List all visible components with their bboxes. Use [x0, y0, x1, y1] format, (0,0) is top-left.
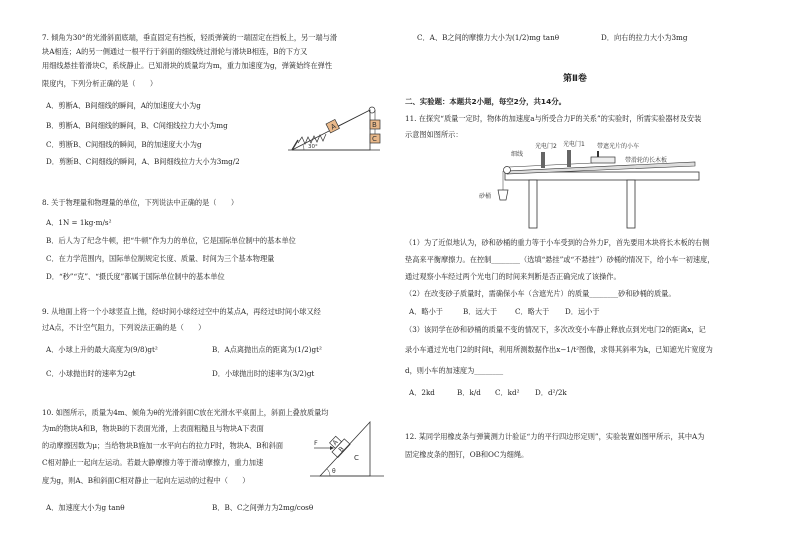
q11-part3-option-b: B．k/d	[457, 388, 481, 397]
q9-option-b: B．A点离抛出点的距离为(1/2)gt²	[212, 345, 322, 354]
q11-label-board: 带滑轮的长木板	[625, 157, 668, 164]
q11-label-gate-1: 光电门1	[563, 141, 585, 148]
q7-line-3: 用细线悬挂着滑块C，系统静止。已知滑块的质量均为m，重力加速度为g，弹簧始终在弹性	[42, 61, 333, 70]
q11-apparatus-figure	[477, 140, 707, 232]
q7-option-d: D．剪断B、C间细线的瞬间，A、B间细线拉力大小为3mg/2	[46, 157, 240, 166]
q10-line-1: 10. 如图所示，质量为4m、倾角为θ的光滑斜面C放在光滑水平桌面上，斜面上叠放质量均	[42, 408, 329, 417]
q7-label-c: C	[372, 135, 377, 143]
q11-part2-option-c: C．略大于	[515, 307, 550, 316]
q10-label-b: B	[336, 445, 346, 454]
q10-wedge-figure	[310, 418, 384, 480]
q10-option-a: A．加速度大小为g tanθ	[46, 503, 125, 512]
q7-line-1: 7. 倾角为30°的光滑斜面底端，垂直固定有挡板，轻质弹簧的一端固定在挡板上，另一端与滑	[42, 33, 338, 42]
q10-option-c: C．A、B之间的摩擦力大小为(1/2)mg tanθ	[417, 33, 560, 42]
q8-stem: 8. 关于物理量和物理量的单位，下列说法中正确的是（ ）	[42, 198, 239, 207]
q11-part2-option-a: A．略小于	[409, 307, 443, 316]
q10-label-f: F	[314, 439, 318, 447]
q11-line-2: 示意图如图所示：	[405, 130, 463, 139]
q11-part1-line-3: 通过观察小车经过两个光电门的时间来判断是否正确完成了该操作。	[405, 272, 621, 281]
q12-line-2: 固定橡皮条的图钉，OB和OC为细绳。	[405, 450, 529, 459]
q9-option-c: C．小球抛出时的速率为2gt	[46, 369, 136, 378]
q10-option-b: B．B、C之间弹力为2mg/cosθ	[212, 503, 314, 512]
q7-line-2: 块A相连；A的另一侧通过一根平行于斜面的细线绕过滑轮与滑块B相连，B的下方又	[42, 47, 308, 56]
q7-label-b: B	[372, 121, 377, 129]
q10-label-a: A	[330, 438, 340, 447]
q11-label-bucket: 砂桶	[479, 193, 492, 200]
q11-part2-option-d: D．远小于	[565, 307, 600, 316]
q10-line-3: 的动摩擦因数为μ；当给物块B施加一水平向右的拉力F时，物块A、B和斜面	[42, 441, 284, 450]
q11-part2: （2）在改变砂子质量时，需确保小车（含遮光片）的质量________砂和砂桶的质量。	[405, 289, 676, 298]
q10-option-d: D．向右的拉力大小为3mg	[601, 33, 688, 42]
q7-option-a: A．剪断A、B间细线的瞬间，A的加速度大小为g	[46, 101, 201, 110]
q7-angle-label: 30°	[308, 144, 318, 150]
q10-line-5: 度为g，则A、B和斜面C相对静止一起向左运动的过程中（ ）	[42, 476, 250, 485]
q8-option-b: B．后人为了纪念牛顿，把“牛顿”作为力的单位，它是国际单位制中的基本单位	[46, 236, 296, 245]
q9-option-d: D．小球抛出时的速率为(3/2)gt	[212, 369, 315, 378]
section-heading: 二、实验题：本题共2小题，每空2分，共14分。	[405, 97, 566, 106]
q11-part3-option-a: A．2kd	[409, 388, 435, 397]
q12-line-1: 12. 某同学用橡皮条与弹簧测力计验证“力的平行四边形定则”，实验装置如图甲所示，其中A为	[405, 432, 705, 441]
q11-part3-option-c: C．kd²	[495, 388, 520, 397]
q9-line-1: 9. 从地面上将一个小球竖直上抛，经t时间小球经过空中的某点A，再经过t时间小球又经	[42, 307, 321, 316]
q11-part1-line-1: （1）为了近似地认为，砂和砂桶的重力等于小车受到的合外力F，首先要用木块将长木板的右侧	[405, 238, 710, 247]
q10-line-4: C相对静止一起向左运动。若最大静摩擦力等于滑动摩擦力，重力加速	[42, 458, 264, 467]
q7-incline-figure	[286, 88, 384, 156]
q10-angle-label: θ	[332, 468, 336, 475]
q11-part2-option-b: B．远大于	[463, 307, 498, 316]
q7-line-4: 限度内，下列分析正确的是（ ）	[42, 79, 158, 88]
q9-line-2: 过A点，不计空气阻力，下列说法正确的是（ ）	[42, 323, 206, 332]
q9-option-a: A．小球上升的最大高度为(9/8)gt²	[46, 345, 158, 354]
q11-part3-line-2: 录小车通过光电门2的时间t，利用所测数据作出x−1/t²图像，求得其斜率为k，已知遮光片宽度为	[405, 345, 713, 354]
q11-line-1: 11. 在探究“质量一定时，物体的加速度a与所受合力F的关系”的实验时，所需实验器材及安装	[405, 114, 702, 123]
q11-part3-line-3: d，则小车的加速度为________	[405, 366, 504, 375]
q10-label-c: C	[354, 454, 359, 462]
q11-label-car: 带遮光片的小车	[597, 143, 640, 150]
q8-option-d: D．“秒”“克”、“摄氏度”都属于国际单位制中的基本单位	[46, 272, 225, 281]
q11-part3-option-d: D．d²/2k	[535, 388, 567, 397]
q11-part1-line-2: 垫高来平衡摩擦力。在控制________（选填“悬挂”或“不悬挂”）砂桶的情况下，给小车一初速度，	[405, 255, 715, 264]
q7-option-b: B．剪断A、B间细线的瞬间，B、C间细线拉力大小为mg	[46, 121, 228, 130]
q11-label-gate-2: 光电门2	[535, 143, 557, 150]
q10-line-2: 为m的物块A和B，物块B的下表面光滑，上表面粗糙且与物块A下表面	[42, 424, 264, 433]
q7-option-c: C．剪断B、C间细线的瞬间，B的加速度大小为g	[46, 140, 202, 149]
q11-part3-line-1: （3）该同学在砂和砂桶的质量不变的情况下，多次改变小车静止释放点到光电门2的距离x，记	[405, 325, 706, 334]
q11-label-string: 细线	[511, 151, 524, 158]
section-title: 第Ⅱ卷	[563, 74, 587, 84]
q8-option-a: A．1N = 1kg·m/s²	[46, 218, 112, 227]
q8-option-c: C．在力学范围内，国际单位制规定长度、质量、时间为三个基本物理量	[46, 254, 275, 263]
q7-label-a: A	[329, 122, 338, 132]
